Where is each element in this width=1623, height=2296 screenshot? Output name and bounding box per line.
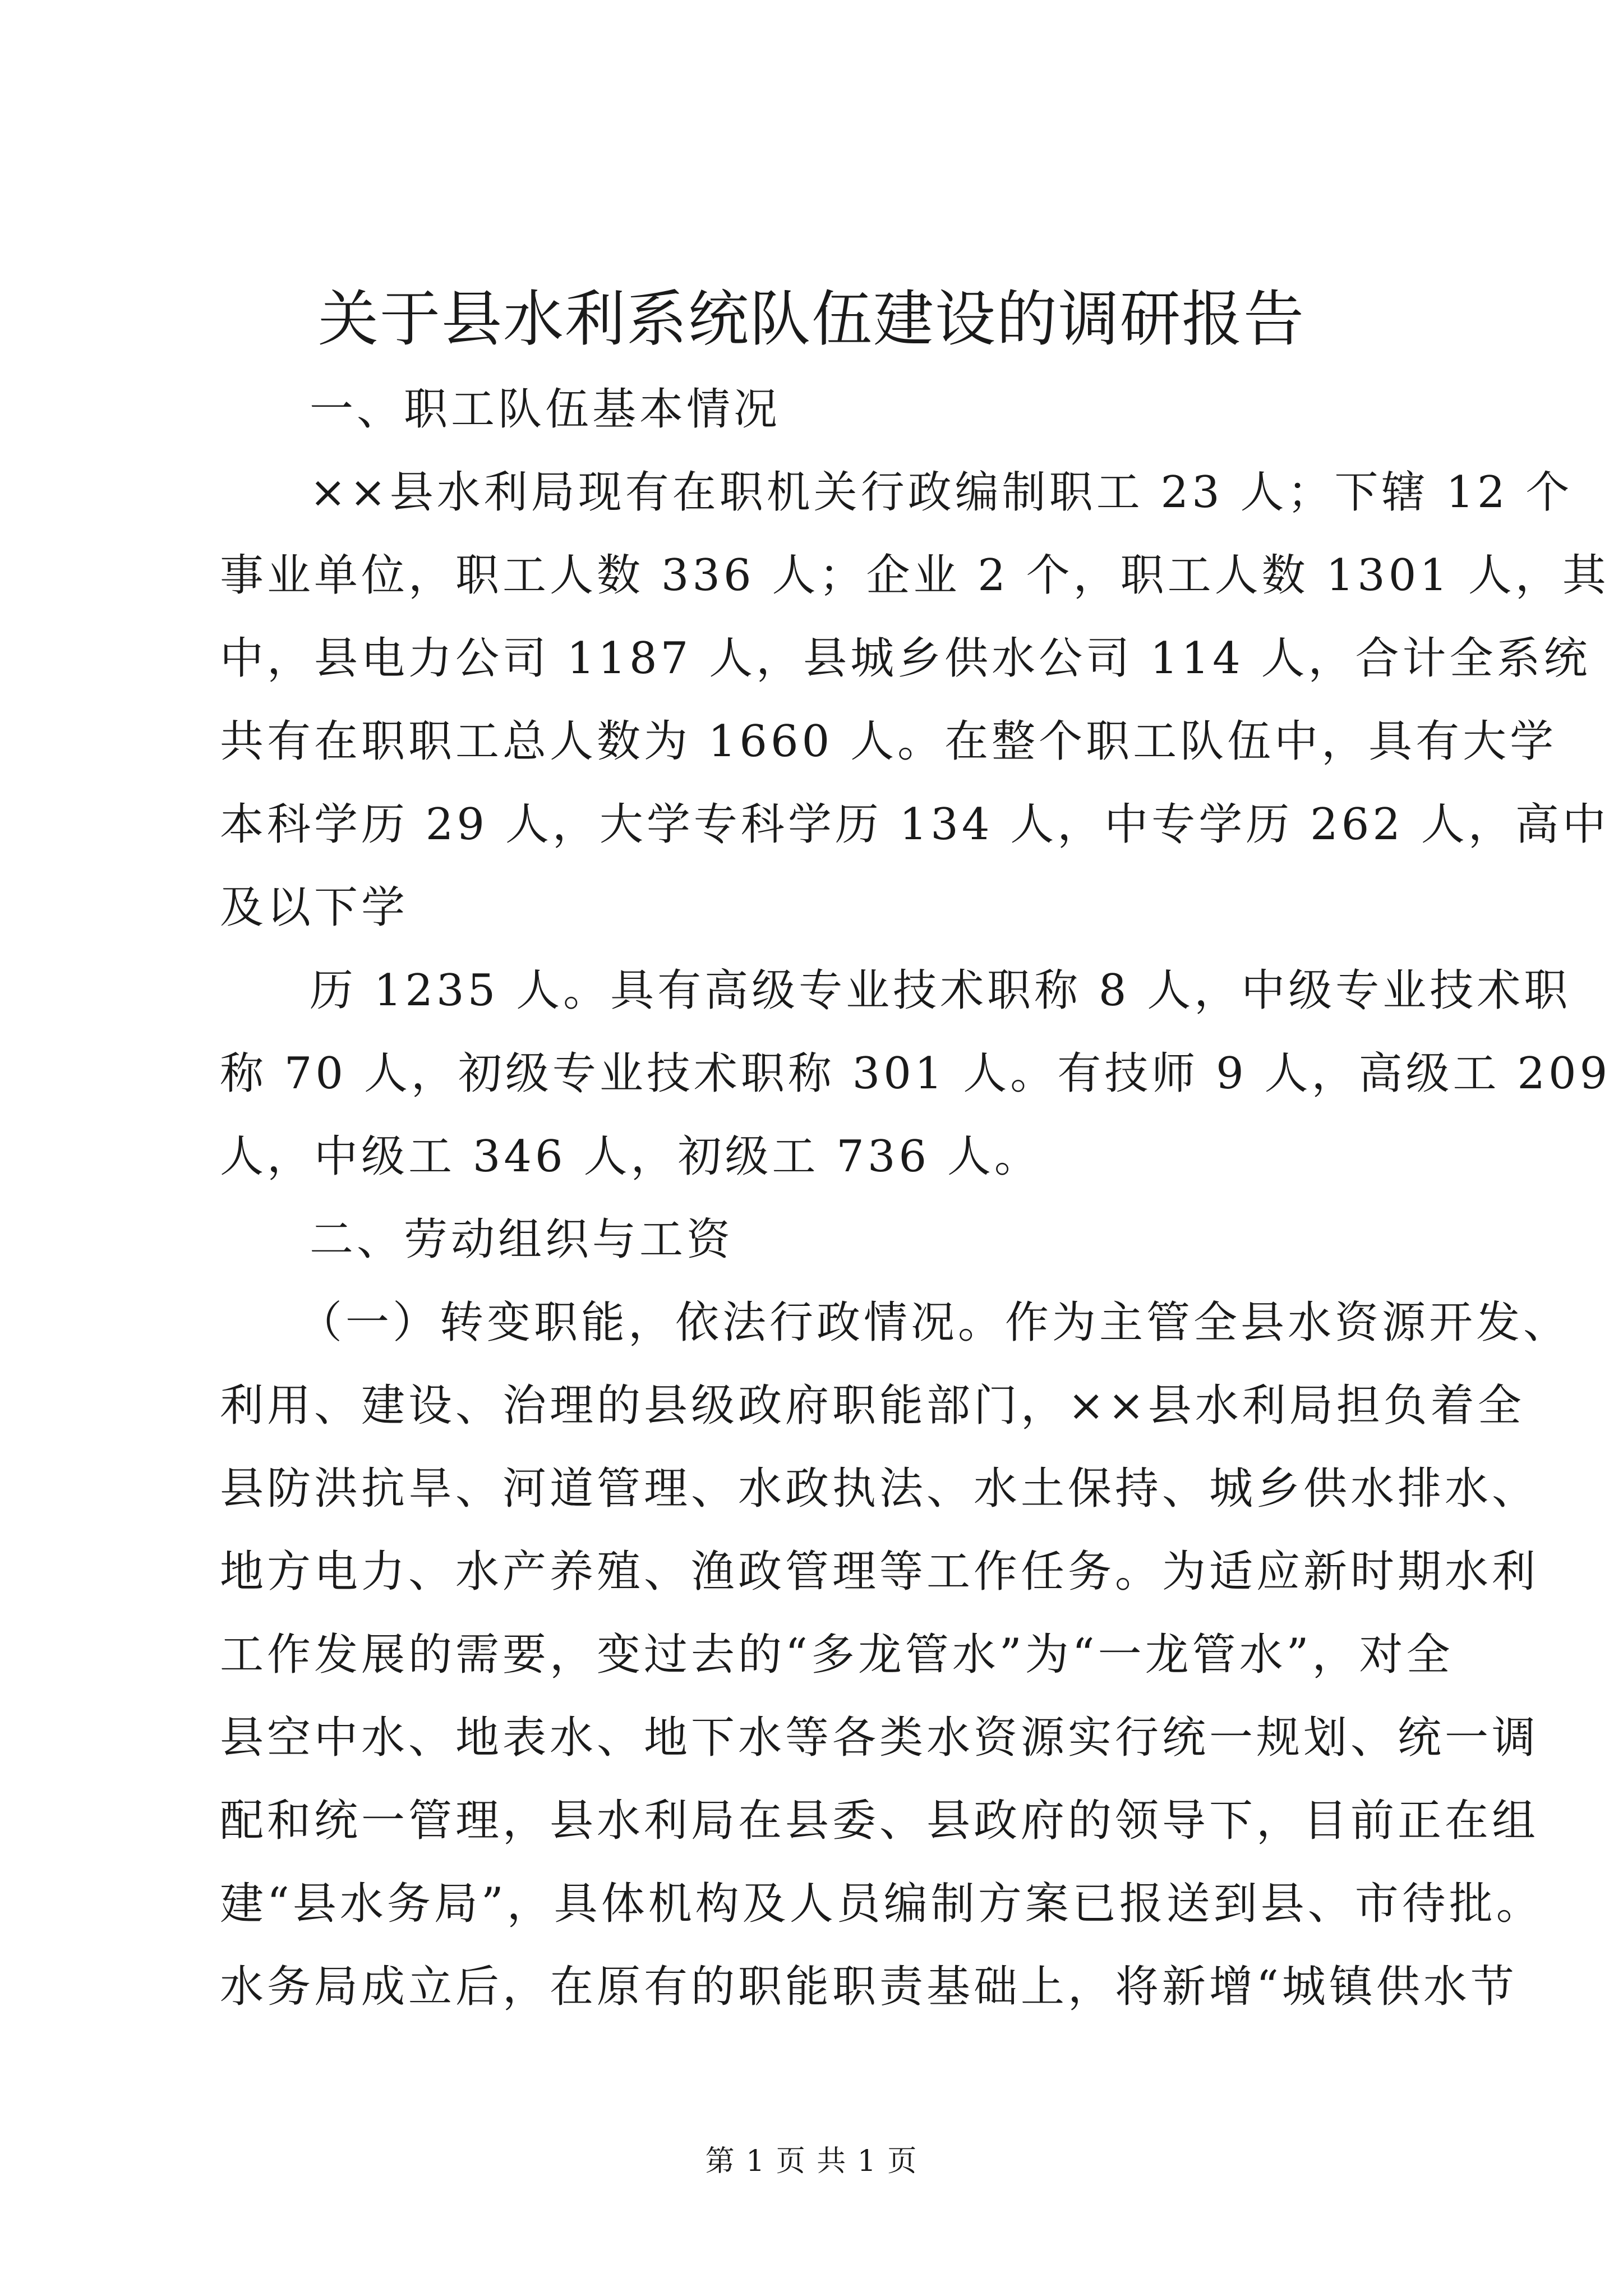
paragraph-line: 称 70 人，初级专业技术职称 301 人。有技师 9 人，高级工 209 (220, 1048, 1611, 1099)
paragraph-line: 共有在职职工总人数为 1660 人。在整个职工队伍中，具有大学 (220, 716, 1557, 767)
paragraph-line: 利用、建设、治理的县级政府职能部门，××县水利局担负着全 (220, 1381, 1525, 1431)
paragraph-line: 中，县电力公司 1187 人，县城乡供水公司 114 人，合计全系统 (220, 633, 1591, 684)
section-heading-1: 一、职工队伍基本情况 (310, 384, 781, 435)
paragraph-line: 人，中级工 346 人，初级工 736 人。 (220, 1131, 1041, 1182)
section-heading-2: 二、劳动组织与工资 (310, 1214, 734, 1265)
paragraph-line: ××县水利局现有在职机关行政编制职工 23 人；下辖 12 个 (310, 467, 1573, 518)
paragraph-line: 水务局成立后，在原有的职能职责基础上，将新增“城镇供水节 (220, 1962, 1518, 2012)
paragraph-line: 县空中水、地表水、地下水等各类水资源实行统一规划、统一调 (220, 1713, 1539, 1763)
paragraph-line: 及以下学 (220, 882, 409, 933)
paragraph-line: 县防洪抗旱、河道管理、水政执法、水土保持、城乡供水排水、 (220, 1464, 1539, 1514)
paragraph-line: 工作发展的需要，变过去的“多龙管水”为“一龙管水”，对全 (220, 1630, 1454, 1680)
paragraph-line: （一）转变职能，依法行政情况。作为主管全县水资源开发、 (298, 1297, 1571, 1348)
page-footer: 第 1 页 共 1 页 (705, 2145, 918, 2178)
paragraph-line: 地方电力、水产养殖、渔政管理等工作任务。为适应新时期水利 (220, 1547, 1539, 1597)
paragraph-line: 历 1235 人。具有高级专业技术职称 8 人，中级专业技术职 (310, 965, 1571, 1016)
paragraph-line: 本科学历 29 人，大学专科学历 134 人，中专学历 262 人，高中 (220, 799, 1610, 850)
document-title: 关于县水利系统队伍建设的调研报告 (317, 284, 1305, 355)
paragraph-line: 建“县水务局”，具体机构及人员编制方案已报送到县、市待批。 (220, 1879, 1543, 1929)
paragraph-line: 配和统一管理，县水利局在县委、县政府的领导下，目前正在组 (220, 1796, 1539, 1846)
paragraph-line: 事业单位，职工人数 336 人；企业 2 个，职工人数 1301 人，其 (220, 550, 1610, 601)
